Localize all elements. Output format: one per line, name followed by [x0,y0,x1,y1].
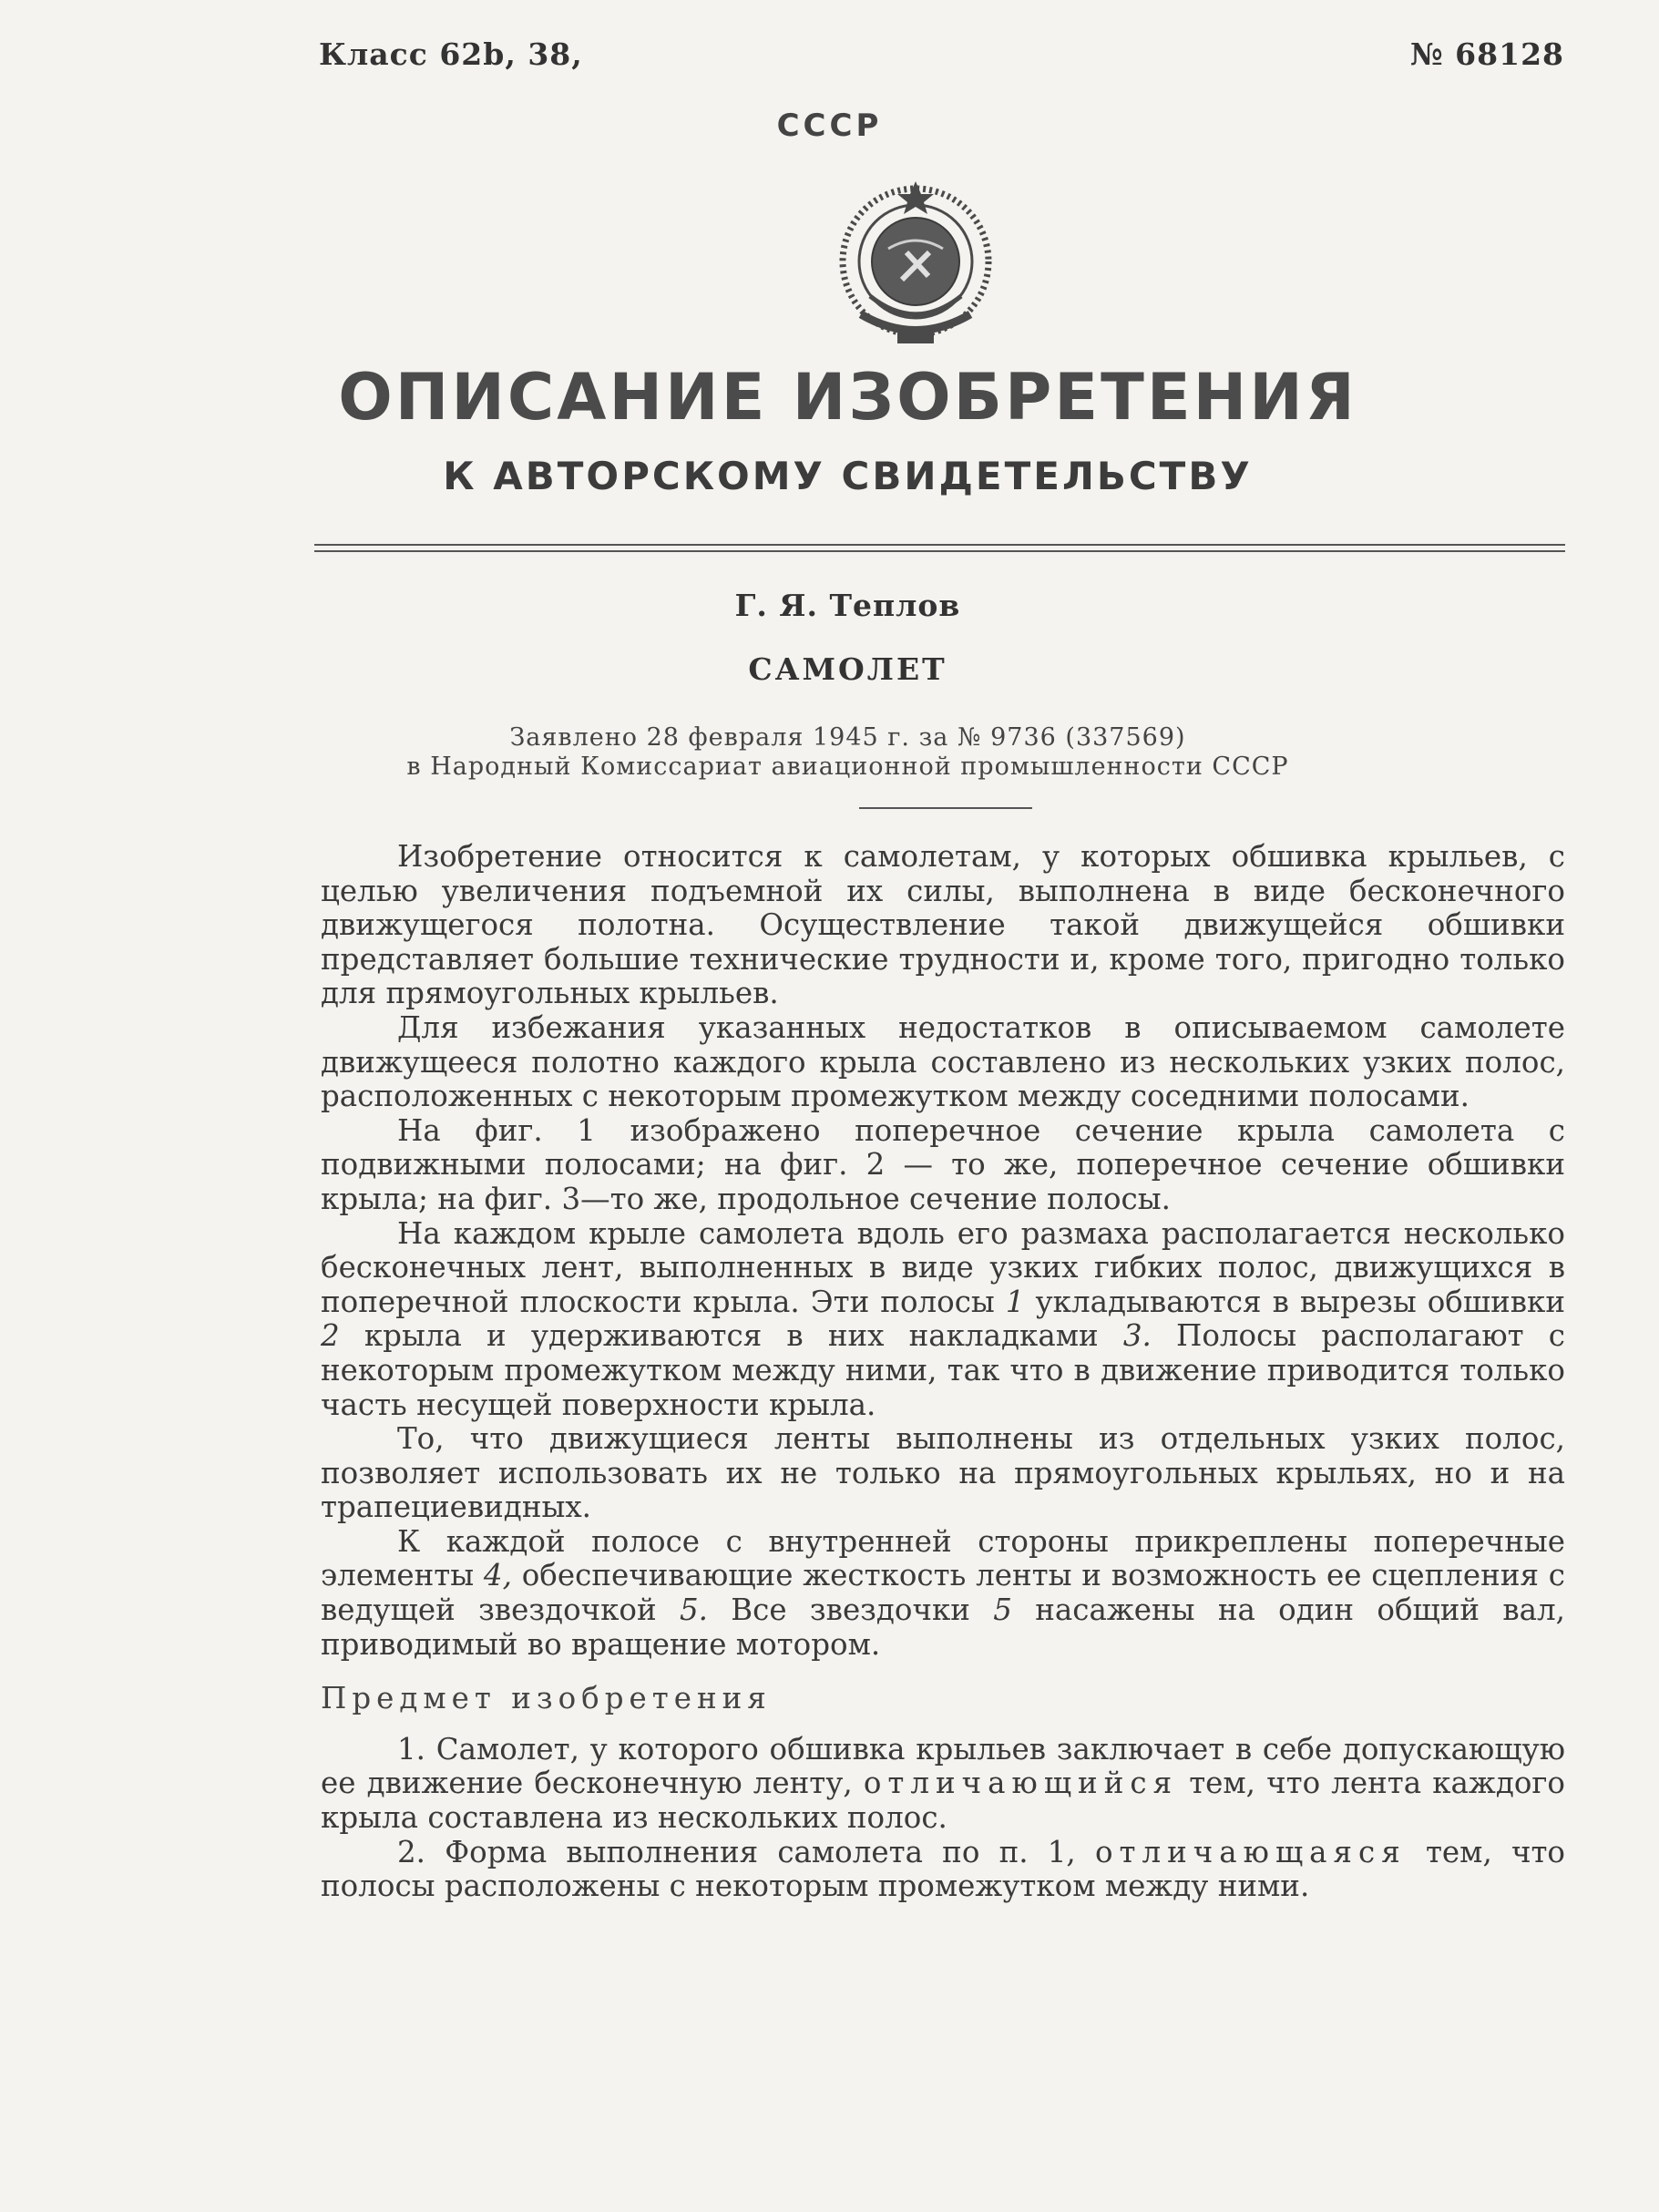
divider-rule [314,550,1565,552]
document-subtitle: К АВТОРСКОМУ СВИДЕТЕЛЬСТВУ [443,454,1253,498]
claim-2: 2. Форма выполнения самолета по п. 1, отличающаяся тем, что полосы расположены с некоторым промежутком между ними. [321,1834,1565,1904]
ussr-emblem-icon [834,178,998,351]
paragraph: На каждом крыле самолета вдоль его размаха располагается несколько бесконечных лент, выполненных в виде узких гибких полос, движущихся в поперечной плоскости крыла. Эти полосы 1 укладываются в вырезы обшивки 2 крыла и удерживаются в них накладками 3. Полосы располагают с некоторым промежутком между ними, так что в движение приводится только часть несущей поверхности крыла. [321,1215,1566,1422]
class-label: Класс 62b, 38, [319,36,583,72]
author-name: Г. Я. Теплов [734,588,961,623]
filing-line-1: Заявлено 28 февраля 1945 г. за № 9736 (337569) [509,723,1186,752]
filing-line-2: в Народный Комиссариат авиационной промышленности СССР [406,753,1289,781]
paragraph: К каждой полосе с внутренней стороны прикреплены поперечные элементы 4, обеспечивающие жесткость ленты и возможность ее сцепления с ведущей звездочкой 5. Все звездочки 5 насажены на один общий вал, приводимый во вращение мотором. [321,1523,1566,1662]
document-title: ОПИСАНИЕ ИЗОБРЕТЕНИЯ [338,360,1357,435]
divider-rule [314,544,1565,546]
patent-number: № 68128 [1409,36,1564,72]
paragraph: То, что движущиеся ленты выполнены из отдельных узких полос, позволяет использовать их не только на прямоугольных крыльях, но и на трапециевидных. [321,1421,1565,1525]
paragraph: Изобретение относится к самолетам, у которых обшивка крыльев, с целью увеличения подъемной их силы, выполнена в виде бесконечного движущегося полотна. Осуществление такой движущейся обшивки представляет большие технические трудности и, кроме того, пригодно только для прямоугольных крыльев. [321,839,1565,1011]
short-divider [859,807,1032,809]
claim-1: 1. Самолет, у которого обшивка крыльев заключает в себе допускающую ее движение бесконечную ленту, отличающийся тем, что лента каждого крыла составлена из нескольких полос. [321,1731,1565,1836]
description-body [321,840,1565,1904]
paragraph: Для избежания указанных недостатков в описываемом самолете движущееся полотно каждого крыла составлено из нескольких узких полос, расположенных с некоторым промежутком между соседними полосами. [321,1009,1565,1114]
country-label: СССР [776,108,883,144]
invention-title: САМОЛЕТ [748,651,947,687]
paragraph: На фиг. 1 изображено поперечное сечение крыла самолета с подвижными полосами; на фиг. 2 — то же, поперечное сечение обшивки крыла; на фиг. 3—то же, продольное сечение полосы. [321,1112,1565,1216]
subject-heading: Предмет изобретения [321,1681,772,1716]
